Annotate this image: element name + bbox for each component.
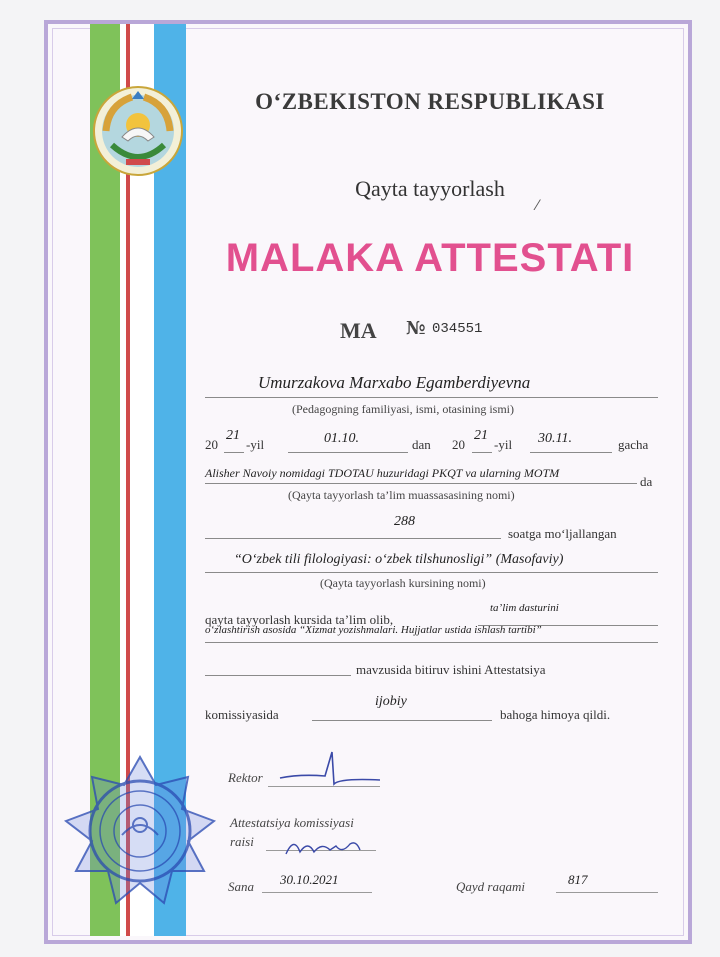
commission-label-line1: Attestatsiya komissiyasi: [230, 815, 354, 830]
grade-value: ijobiy: [375, 694, 407, 709]
date-label: Sana: [228, 879, 254, 894]
certificate-title: MALAKA ATTESTATI: [225, 236, 635, 280]
institution-suffix: da: [640, 474, 653, 489]
commission-label-line2: raisi: [230, 834, 254, 849]
grade-underline: [312, 720, 492, 721]
institution-underline: [205, 483, 637, 484]
thesis-suffix: mavzusida bitiruv ishini Attestatsiya: [356, 662, 546, 677]
official-stamp-icon: [60, 755, 220, 915]
year-1-underline: [224, 452, 244, 453]
hours-underline: [205, 538, 501, 539]
year-2: 21: [474, 428, 488, 443]
hours-suffix: soatga mo‘ljallangan: [508, 526, 617, 541]
date-value: 30.10.2021: [280, 872, 339, 887]
chair-signature-icon: [280, 832, 370, 862]
registration-label: Qayd raqami: [456, 879, 525, 894]
year-1: 21: [226, 428, 240, 443]
name-caption: (Pedagogning familiyasi, ismi, otasining ismi): [292, 402, 514, 416]
rector-signature-icon: [270, 748, 390, 792]
date-to: 30.11.: [538, 431, 572, 446]
yil-label-2: -yil: [494, 437, 513, 452]
republic-heading: O‘ZBEKISTON RESPUBLIKASI: [255, 89, 605, 114]
year-prefix-2: 20: [452, 437, 465, 452]
thesis-handwritten-1: ta’lim dasturini: [490, 602, 559, 614]
gacha-label: gacha: [618, 437, 649, 452]
course-underline: [205, 572, 658, 573]
thesis-lead: qayta tayyorlash kursida ta’lim olib,: [205, 612, 394, 627]
thesis-underline-3: [205, 675, 351, 676]
hours-value: 288: [394, 514, 415, 529]
date-to-underline: [530, 452, 612, 453]
certificate-subtitle: Qayta tayyorlash: [355, 176, 505, 201]
institution-caption: (Qayta tayyorlash ta’lim muassasasining nomi): [288, 488, 515, 502]
date-underline: [262, 892, 372, 893]
course-name: “O‘zbek tili filologiyasi: o‘zbek tilshunosligi” (Masofaviy): [234, 552, 564, 567]
yil-label-1: -yil: [246, 437, 265, 452]
thesis-underline-2: [205, 642, 658, 643]
year-prefix-1: 20: [205, 437, 218, 452]
person-name: Umurzakova Marxabo Egamberdiyevna: [258, 373, 531, 392]
certificate-number: 034551: [432, 321, 483, 337]
registration-value: 817: [568, 872, 588, 887]
registration-underline: [556, 892, 658, 893]
number-sign: №: [406, 318, 426, 339]
date-from-underline: [288, 452, 408, 453]
dan-label: dan: [412, 437, 431, 452]
pen-mark: ⁄: [536, 198, 539, 214]
date-from: 01.10.: [324, 431, 359, 446]
thesis-handwritten-2: o‘zlashtirish asosida “Xizmat yozishmalari. Hujjatlar ustida ishlash tartibi”: [205, 624, 542, 636]
name-underline: [205, 397, 658, 398]
state-emblem-icon: [92, 85, 184, 177]
grade-prefix: komissiyasida: [205, 707, 279, 722]
grade-suffix: bahoga himoya qildi.: [500, 707, 611, 722]
rector-label: Rektor: [228, 770, 263, 785]
course-caption: (Qayta tayyorlash kursining nomi): [320, 576, 486, 590]
institution-name: Alisher Navoiy nomidagi TDOTAU huzuridagi PKQT va ularning MOTM: [205, 466, 560, 480]
series-code: MA: [340, 318, 377, 343]
year-2-underline: [472, 452, 492, 453]
